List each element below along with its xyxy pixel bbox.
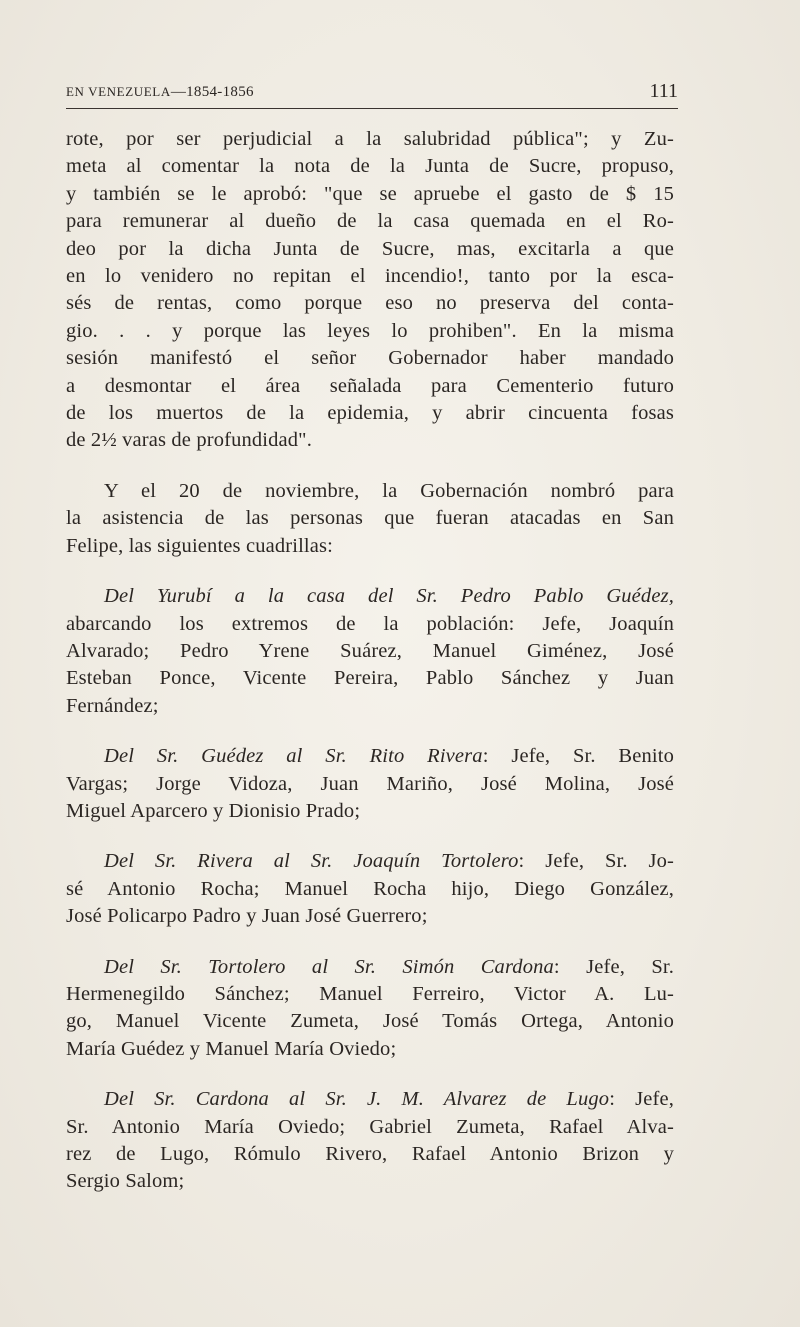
text-line: en lo venidero no repitan el incendio!, tanto por la esca-	[66, 265, 674, 288]
text-line: deo por la dicha Junta de Sucre, mas, excitarla a que	[66, 237, 674, 260]
paragraph-cuadrilla-5	[66, 1086, 674, 1196]
text-line: Miguel Aparcero y Dionisio Prado;	[66, 799, 361, 822]
text-line: la asistencia de las personas que fueran atacadas en San	[66, 507, 674, 530]
text-line: sesión manifestó el señor Gobernador haber mandado	[66, 347, 674, 370]
text-line: go, Manuel Vicente Zumeta, José Tomás Ortega, Antonio	[66, 1010, 674, 1033]
running-head-title-years: —1854-1856	[170, 84, 254, 100]
lead-rest: : Jefe,	[609, 1088, 674, 1111]
page-number: 111	[649, 80, 678, 102]
italic-lead: Del Sr. Guédez al Sr. Rito Rivera	[104, 745, 483, 768]
paragraph-cuadrilla-4	[66, 954, 674, 1064]
text-line: Sergio Salom;	[66, 1170, 185, 1193]
text-line: rez de Lugo, Rómulo Rivero, Rafael Antonio Brizon y	[66, 1143, 674, 1165]
text-line: sés de rentas, como porque eso no preserva del conta-	[66, 292, 674, 315]
italic-lead: Del Yurubí a la casa del Sr. Pedro Pablo Guédez,	[104, 585, 674, 608]
italic-lead: Del Sr. Rivera al Sr. Joaquín Tortolero	[104, 850, 519, 873]
text-line	[66, 583, 674, 610]
paragraph-cuadrilla-2	[66, 743, 674, 825]
text-line	[66, 1086, 674, 1113]
text-line: Hermenegildo Sánchez; Manuel Ferreiro, Victor A. Lu-	[66, 982, 674, 1005]
text-line: sé Antonio Rocha; Manuel Rocha hijo, Diego González,	[66, 877, 674, 900]
text-line: y también se le aprobó: "que se apruebe el gasto de $ 15	[66, 182, 674, 205]
text-line: María Guédez y Manuel María Oviedo;	[66, 1037, 397, 1060]
text-line: Alvarado; Pedro Yrene Suárez, Manuel Giménez, José	[66, 639, 674, 662]
body-text	[66, 126, 674, 1219]
running-head-title	[66, 84, 254, 101]
lead-rest: : Jefe, Sr. Benito	[482, 745, 674, 768]
text-line: de 2½ varas de profundidad".	[66, 429, 312, 452]
paragraph-continued	[66, 126, 674, 455]
running-head-title-prefix: EN VENEZUELA	[66, 84, 171, 99]
text-line: Sr. Antonio María Oviedo; Gabriel Zumeta, Rafael Alva-	[66, 1115, 674, 1138]
text-line: Vargas; Jorge Vidoza, Juan Mariño, José Molina, José	[66, 772, 674, 795]
paragraph-cuadrilla-3	[66, 848, 674, 930]
text-line	[66, 848, 674, 875]
text-line: para remunerar al dueño de la casa quemada en el Ro-	[66, 210, 674, 233]
paragraph-cuadrillas-intro	[66, 478, 674, 560]
text-line: a desmontar el área señalada para Cementerio futuro	[66, 374, 674, 397]
lead-rest: : Jefe, Sr. Jo-	[518, 850, 674, 873]
text-line: abarcando los extremos de la población: Jefe, Joaquín	[66, 612, 674, 635]
text-line: Y el 20 de noviembre, la Gobernación nombró para	[104, 479, 674, 502]
text-line: José Policarpo Padro y Juan José Guerrero;	[66, 905, 428, 928]
paragraph-cuadrilla-1	[66, 583, 674, 720]
running-head	[66, 78, 678, 109]
text-line	[66, 743, 674, 770]
text-line: de los muertos de la epidemia, y abrir cincuenta fosas	[66, 402, 674, 425]
text-line: Fernández;	[66, 694, 159, 717]
text-line: rote, por ser perjudicial a la salubridad pública"; y Zu-	[66, 128, 674, 150]
text-line: Esteban Ponce, Vicente Pereira, Pablo Sánchez y Juan	[66, 667, 674, 690]
italic-lead: Del Sr. Cardona al Sr. J. M. Alvarez de Lugo	[104, 1088, 610, 1111]
text-line: gio. . . y porque las leyes lo prohiben". En la misma	[66, 319, 674, 342]
text-line: Felipe, las siguientes cuadrillas:	[66, 534, 333, 557]
text-line: meta al comentar la nota de la Junta de Sucre, propuso,	[66, 155, 674, 178]
italic-lead: Del Sr. Tortolero al Sr. Simón Cardona	[104, 955, 554, 978]
text-line	[66, 954, 674, 981]
lead-rest: : Jefe, Sr.	[553, 955, 675, 978]
